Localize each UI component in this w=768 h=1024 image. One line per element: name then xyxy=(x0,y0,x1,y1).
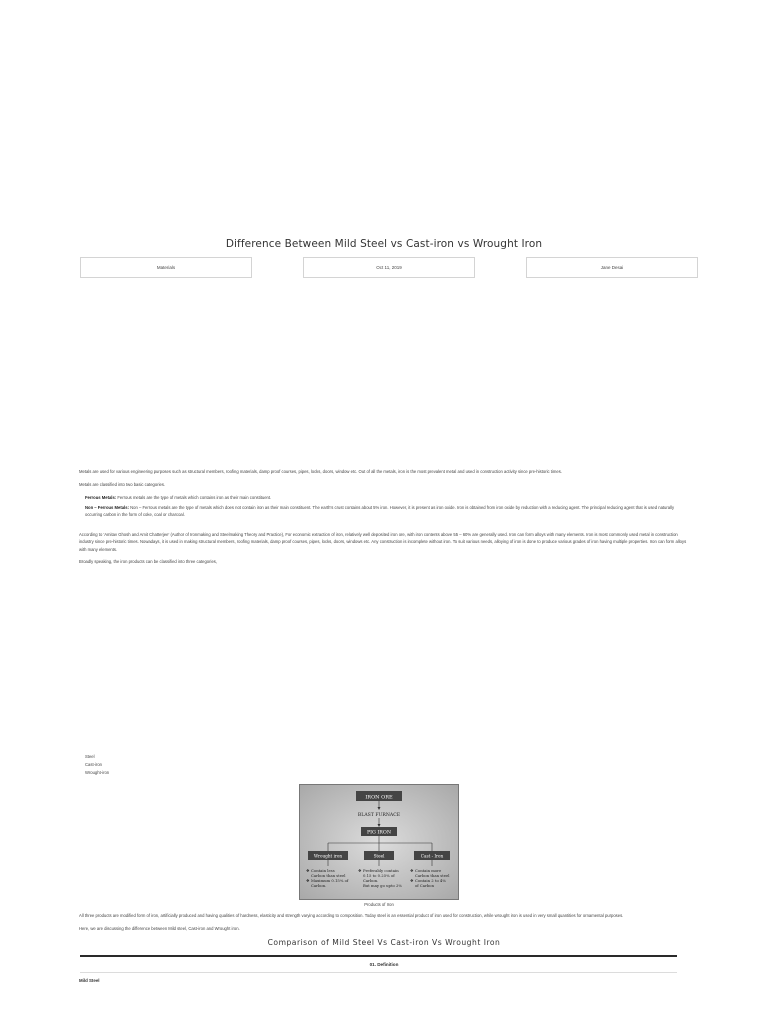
nonferrous-text: Non – Ferrous metals are the type of metals which does not contain iron as their main constituent. The earth's crust contains about 5% iron. However, it is present as iron oxide. Iron is obtained from iron oxide by reduction with a reducing agent. The principal reducing agent that is used naturally occurring carbon in the form of coke, coal or charcoal. xyxy=(85,505,675,518)
steel-line-4: But may go upto 2% xyxy=(363,883,403,888)
ferrous-text: Ferrous metals are the type of metals which contains iron as their main constituent. xyxy=(116,495,272,500)
steel-line-2: 0.15 to 0.25% of xyxy=(363,873,395,878)
ferrous-item xyxy=(85,494,687,501)
table-top-rule xyxy=(80,955,677,957)
wrought-iron-head: Wrought iron xyxy=(313,853,343,859)
nonferrous-label: Non – Ferrous Metals: xyxy=(85,505,129,510)
ferrous-label: Ferrous Metals: xyxy=(85,495,117,500)
comparison-heading: Comparison of Mild Steel Vs Cast-iron Vs Wrought Iron xyxy=(267,938,501,947)
cast-iron-line-2: Carbon than steel xyxy=(415,873,450,878)
blast-furnace-label: BLAST FURNACE xyxy=(357,813,401,818)
wrought-iron-line-3: Maximum 0.15% of xyxy=(311,878,349,883)
page-title: Difference Between Mild Steel vs Cast-iron vs Wrought Iron xyxy=(225,238,543,250)
wrought-iron-line-2: Carbon than steel xyxy=(311,873,346,878)
steel-bullet-1: ❖ xyxy=(358,868,362,873)
wrought-iron-bullet-1: ❖ xyxy=(306,868,310,873)
mild-steel-label: Mild Steel xyxy=(79,978,100,983)
wrought-iron-bullet-2: ❖ xyxy=(306,878,310,883)
author-link[interactable]: Jane Desai xyxy=(526,257,698,278)
intro-paragraph: Metals are used for various engineering purposes such as structural members, roofing materials, damp proof courses, pipes, locks, doors, window etc. Out of all the metals, iron is the most prevalent metal and used in construction activity since pre-historic times. xyxy=(79,469,562,474)
list-item-cast-iron: Cast-iron xyxy=(85,762,102,767)
categories-paragraph: Broadly speaking, the iron products can be classified into three categories, xyxy=(79,559,218,564)
table-divider xyxy=(80,972,677,973)
discussion-paragraph: Here, we are discussing the difference between Mild steel, Cast-iron and Wrought iron. xyxy=(79,926,240,931)
products-paragraph: All three products are modified form of iron, artificially produced and having qualities of hardness, elasticity and strength varying according to composition. Today steel is an essential product of iron used for construction, while wrought iron is used in very small quantities for ornamental purposes. xyxy=(79,913,624,918)
list-item-steel: Steel xyxy=(85,754,95,759)
classification-paragraph: Metals are classified into two basic categories. xyxy=(79,482,166,487)
cast-iron-head: Cast - Iron xyxy=(420,853,444,859)
pig-iron-label: PIG IRON xyxy=(366,830,392,836)
wrought-iron-line-4: Carbon. xyxy=(311,883,327,888)
products-of-iron-figure xyxy=(299,784,459,900)
definition-section-header: 01. Definition xyxy=(369,962,399,967)
nonferrous-item xyxy=(85,504,687,519)
iron-ore-label: IRON ORE xyxy=(365,794,393,801)
steel-head: Steel xyxy=(373,853,385,859)
cast-iron-line-3: Contain 2 to 4% xyxy=(415,878,446,883)
cast-iron-line-1: Contain more xyxy=(415,868,442,873)
iron-extraction-paragraph: According to 'Amitav Ghosh and Amit Chatterjee' (Author of Ironmaking and Steelmaking Theory and Practice), For economic extraction of iron, relatively well deposited iron ore, with iron contents above 55 – 60% are generally used. Iron can form alloys with many elements. Iron is most commonly used metal in construction industry since pre-historic times. Nowadays, it is used in making structural members, roofing materials, damp proof courses, pipes, locks, doors, windows etc. Any construction is incomplete without iron. To suit various needs, alloying of iron is done to produce various grades of iron having multiple properties. Iron can form alloys with many elements. xyxy=(79,532,687,552)
steel-line-3: Carbon. xyxy=(363,878,379,883)
category-link[interactable]: Materials xyxy=(80,257,252,278)
steel-line-1: Preferably contain xyxy=(363,868,399,873)
post-date: Oct 11, 2019 xyxy=(303,257,475,278)
figure-caption: Products of Iron xyxy=(364,902,394,907)
list-item-wrought-iron: Wrought-iron xyxy=(85,770,110,775)
wrought-iron-line-1: Contain less xyxy=(311,868,335,873)
cast-iron-bullet-1: ❖ xyxy=(410,868,414,873)
cast-iron-line-4: of Carbon xyxy=(415,883,435,888)
cast-iron-bullet-2: ❖ xyxy=(410,878,414,883)
